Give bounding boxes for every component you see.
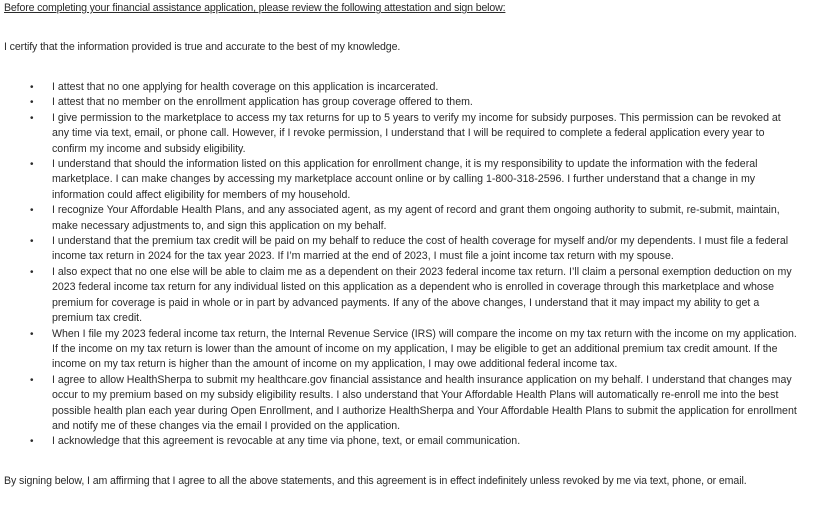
bullet-icon: • [30,374,34,386]
attestation-text: I attest that no one applying for health coverage on this application is incarcerated. [52,81,439,93]
attestation-item [0,234,800,265]
attestation-list [0,80,800,450]
attestation-item [0,373,800,435]
attestation-item [0,434,800,449]
attestation-item [0,327,800,373]
attestation-text: I understand that the premium tax credit will be paid on my behalf to reduce the cost of health coverage for myself and/or my dependents. I must file a federal income tax return in 2024 for the tax year 2023. If I’m married at the end of 2023, I must file a joint income tax return with my spouse. [52,235,789,263]
attestation-text: I also expect that no one else will be able to claim me as a dependent on their 2023 federal income tax return. I’ll claim a personal exemption deduction on my 2023 federal income tax return for any individual listed on this application as a dependent who is enrolled in coverage through this marketplace and whose premium for coverage is paid in whole or in part by advanced payments. If any of the above changes, I understand that it may impact my ability to get a premium tax credit. [52,265,792,325]
attestation-text: I attest that no member on the enrollment application has group coverage offered to them. [52,96,473,109]
bullet-icon: • [30,205,34,217]
attestation-item [0,203,800,234]
bullet-icon: • [30,236,34,248]
attestation-item [0,80,800,95]
attestation-item [0,157,800,203]
bullet-icon: • [30,159,34,171]
attestation-text: I acknowledge that this agreement is revocable at any time via phone, text, or email communication. [52,435,521,448]
attestation-item [0,95,800,110]
bullet-icon: • [30,436,34,448]
bullet-icon: • [30,266,34,278]
attestation-item [0,111,800,157]
attestation-text: I understand that should the information listed on this application for enrollment change, it is my responsibility to update the information with the federal marketplace. I can make changes by accessing my marketplace account online or by calling 1-800-318-2596. I further understand that a change in my information could affect eligibility for members of my household. [52,158,758,201]
bullet-icon: • [30,97,34,109]
bullet-icon: • [30,82,34,93]
attestation-text: I recognize Your Affordable Health Plans, and any associated agent, as my agent of record and grant them ongoing authority to submit, re-submit, maintain, make necessary adjustments to, and sign this application on my behalf. [52,204,780,232]
attestation-item [0,265,800,327]
bullet-icon: • [30,112,34,124]
attestation-text: I agree to allow HealthSherpa to submit my healthcare.gov financial assistance and health insurance application on my behalf. I understand that changes may occur to my premium based on my subsidy eligibility results. I also understand that Your Affordable Health Plans will automatically re-enroll me into the best possible health plan each year during Open Enrollment, and I authorize HealthSherpa and Your Affordable Health Plans to submit the application for enrollment and notify me of these changes via the email I provided on the application. [52,373,797,432]
bullet-icon: • [30,328,34,340]
attestation-text: When I file my 2023 federal income tax return, the Internal Revenue Service (IRS) will compare the income on my tax return with the income on my application. If the income on my tax return is lower than the amount of income on my application, I may be eligible to get an additional premium tax credit amount. If the income on my tax return is higher than the amount of income on my application, I may owe additional federal income tax. [52,327,797,371]
closing-statement: By signing below, I am affirming that I agree to all the above statements, and this agreement is in effect indefinitely unless revoked by me via text, phone, or email. [4,475,747,487]
intro-heading: Before completing your financial assistance application, please review the following attestation and sign below: [4,2,506,14]
attestation-text: I give permission to the marketplace to access my tax returns for up to 5 years to verify my income for subsidy purposes. This permission can be revoked at any time via text, email, or phone call. However, if I revoke permission, I understand that I will be required to complete a federal application every year to confirm my income and subsidy eligibility. [52,111,781,155]
certify-statement: I certify that the information provided is true and accurate to the best of my knowledge. [4,41,401,53]
